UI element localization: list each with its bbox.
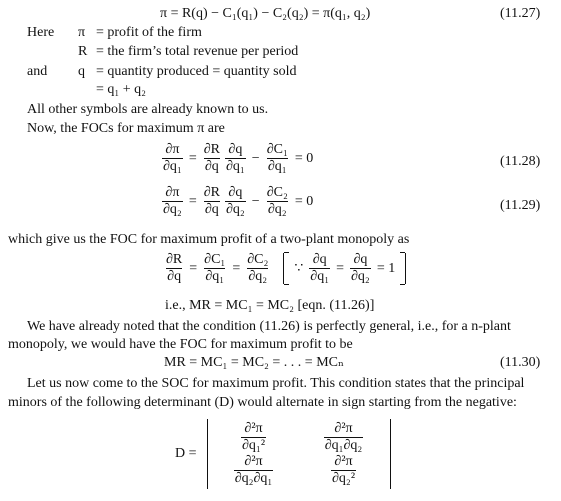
pi-symbol: π [78,25,86,40]
paragraph: minors of the following determinant (D) would alternate in sign starting from the negative: [8,395,517,410]
q-symbol: q [78,64,85,79]
equation-number: (11.30) [500,355,541,370]
paragraph: Now, the FOCs for maximum π are [27,121,225,136]
here-label: Here [27,25,55,40]
determinant-label: D = [175,446,197,461]
equation-number: (11.28) [500,154,541,169]
paragraph: monopoly, we would have the FOC for maximum profit to be [8,337,353,352]
equation-number: (11.27) [500,6,541,21]
q-definition: = quantity produced = quantity sold [96,64,297,79]
equation-11-28: $\frac{\partial\pi}{\text{∂q₁}}$ = $\frac{\partial R}{\partial q}$ $\frac{\partial q}{\text{∂q₁}}$ − $\frac{\text{∂C₁}}{\text{∂q₁}}$ = 0 [163,142,314,174]
equation-11-30: MR = MC₁ = MC₂ = . . . = MCₙ [164,355,345,370]
determinant [175,419,391,489]
r-symbol: R [78,44,88,59]
equation-11-29: $\frac{\partial\pi}{\text{∂q₂}}$ = $\frac{\partial R}{\partial q}$ $\frac{\partial q}{\text{∂q₂}}$ − $\frac{\text{∂C₂}}{\text{∂q₂}}$ = 0 [163,185,314,217]
paragraph: All other symbols are already known to us. [27,102,269,117]
q-sum: = q₁ + q₂ [96,82,147,97]
equation-11-27: π = R(q) − C₁(q₁) − C₂(q₂) = π(q₁, q₂) [160,6,371,21]
equation-foc: $\frac{\partial R}{\partial q}$ = $\frac{\text{∂C₁}}{\text{∂q₁}}$ = $\frac{\text{∂C₂}}{\text{∂q₂}}$ ∵ $\frac{\partial q}{\text{∂q₁}}$ = $\frac{\partial q}{\text{∂q₂}}$ = 1 [163,253,406,284]
paragraph: We have already noted that the condition (11.26) is perfectly general, i.e., for a n-plant [27,319,511,334]
equation-number: (11.29) [500,198,541,213]
bracket-condition: ∵ $\frac{\partial q}{\text{∂q₁}}$ = $\frac{\partial q}{\text{∂q₂}}$ = 1 [283,253,406,284]
ie-line: i.e., MR = MC₁ = MC₂ [eqn. (11.26)] [165,298,375,313]
paragraph: which give us the FOC for maximum profit of a two-plant monopoly as [8,232,410,247]
pi-definition: = profit of the firm [96,25,202,40]
paragraph: Let us now come to the SOC for maximum profit. This condition states that the principal [27,376,525,391]
determinant-matrix: $\frac{\text{∂²π}}{\text{∂q₁²}}$ $\frac{\text{∂²π}}{\text{∂q₁∂q₂}}$ $\frac{\text{∂²π}}{\text{∂q₂∂q₁}}$ $\frac{\text{∂²π}}{\text{∂q₂²}}$ [207,419,391,489]
and-label: and [27,64,48,79]
r-definition: = the firm’s total revenue per period [96,44,299,59]
